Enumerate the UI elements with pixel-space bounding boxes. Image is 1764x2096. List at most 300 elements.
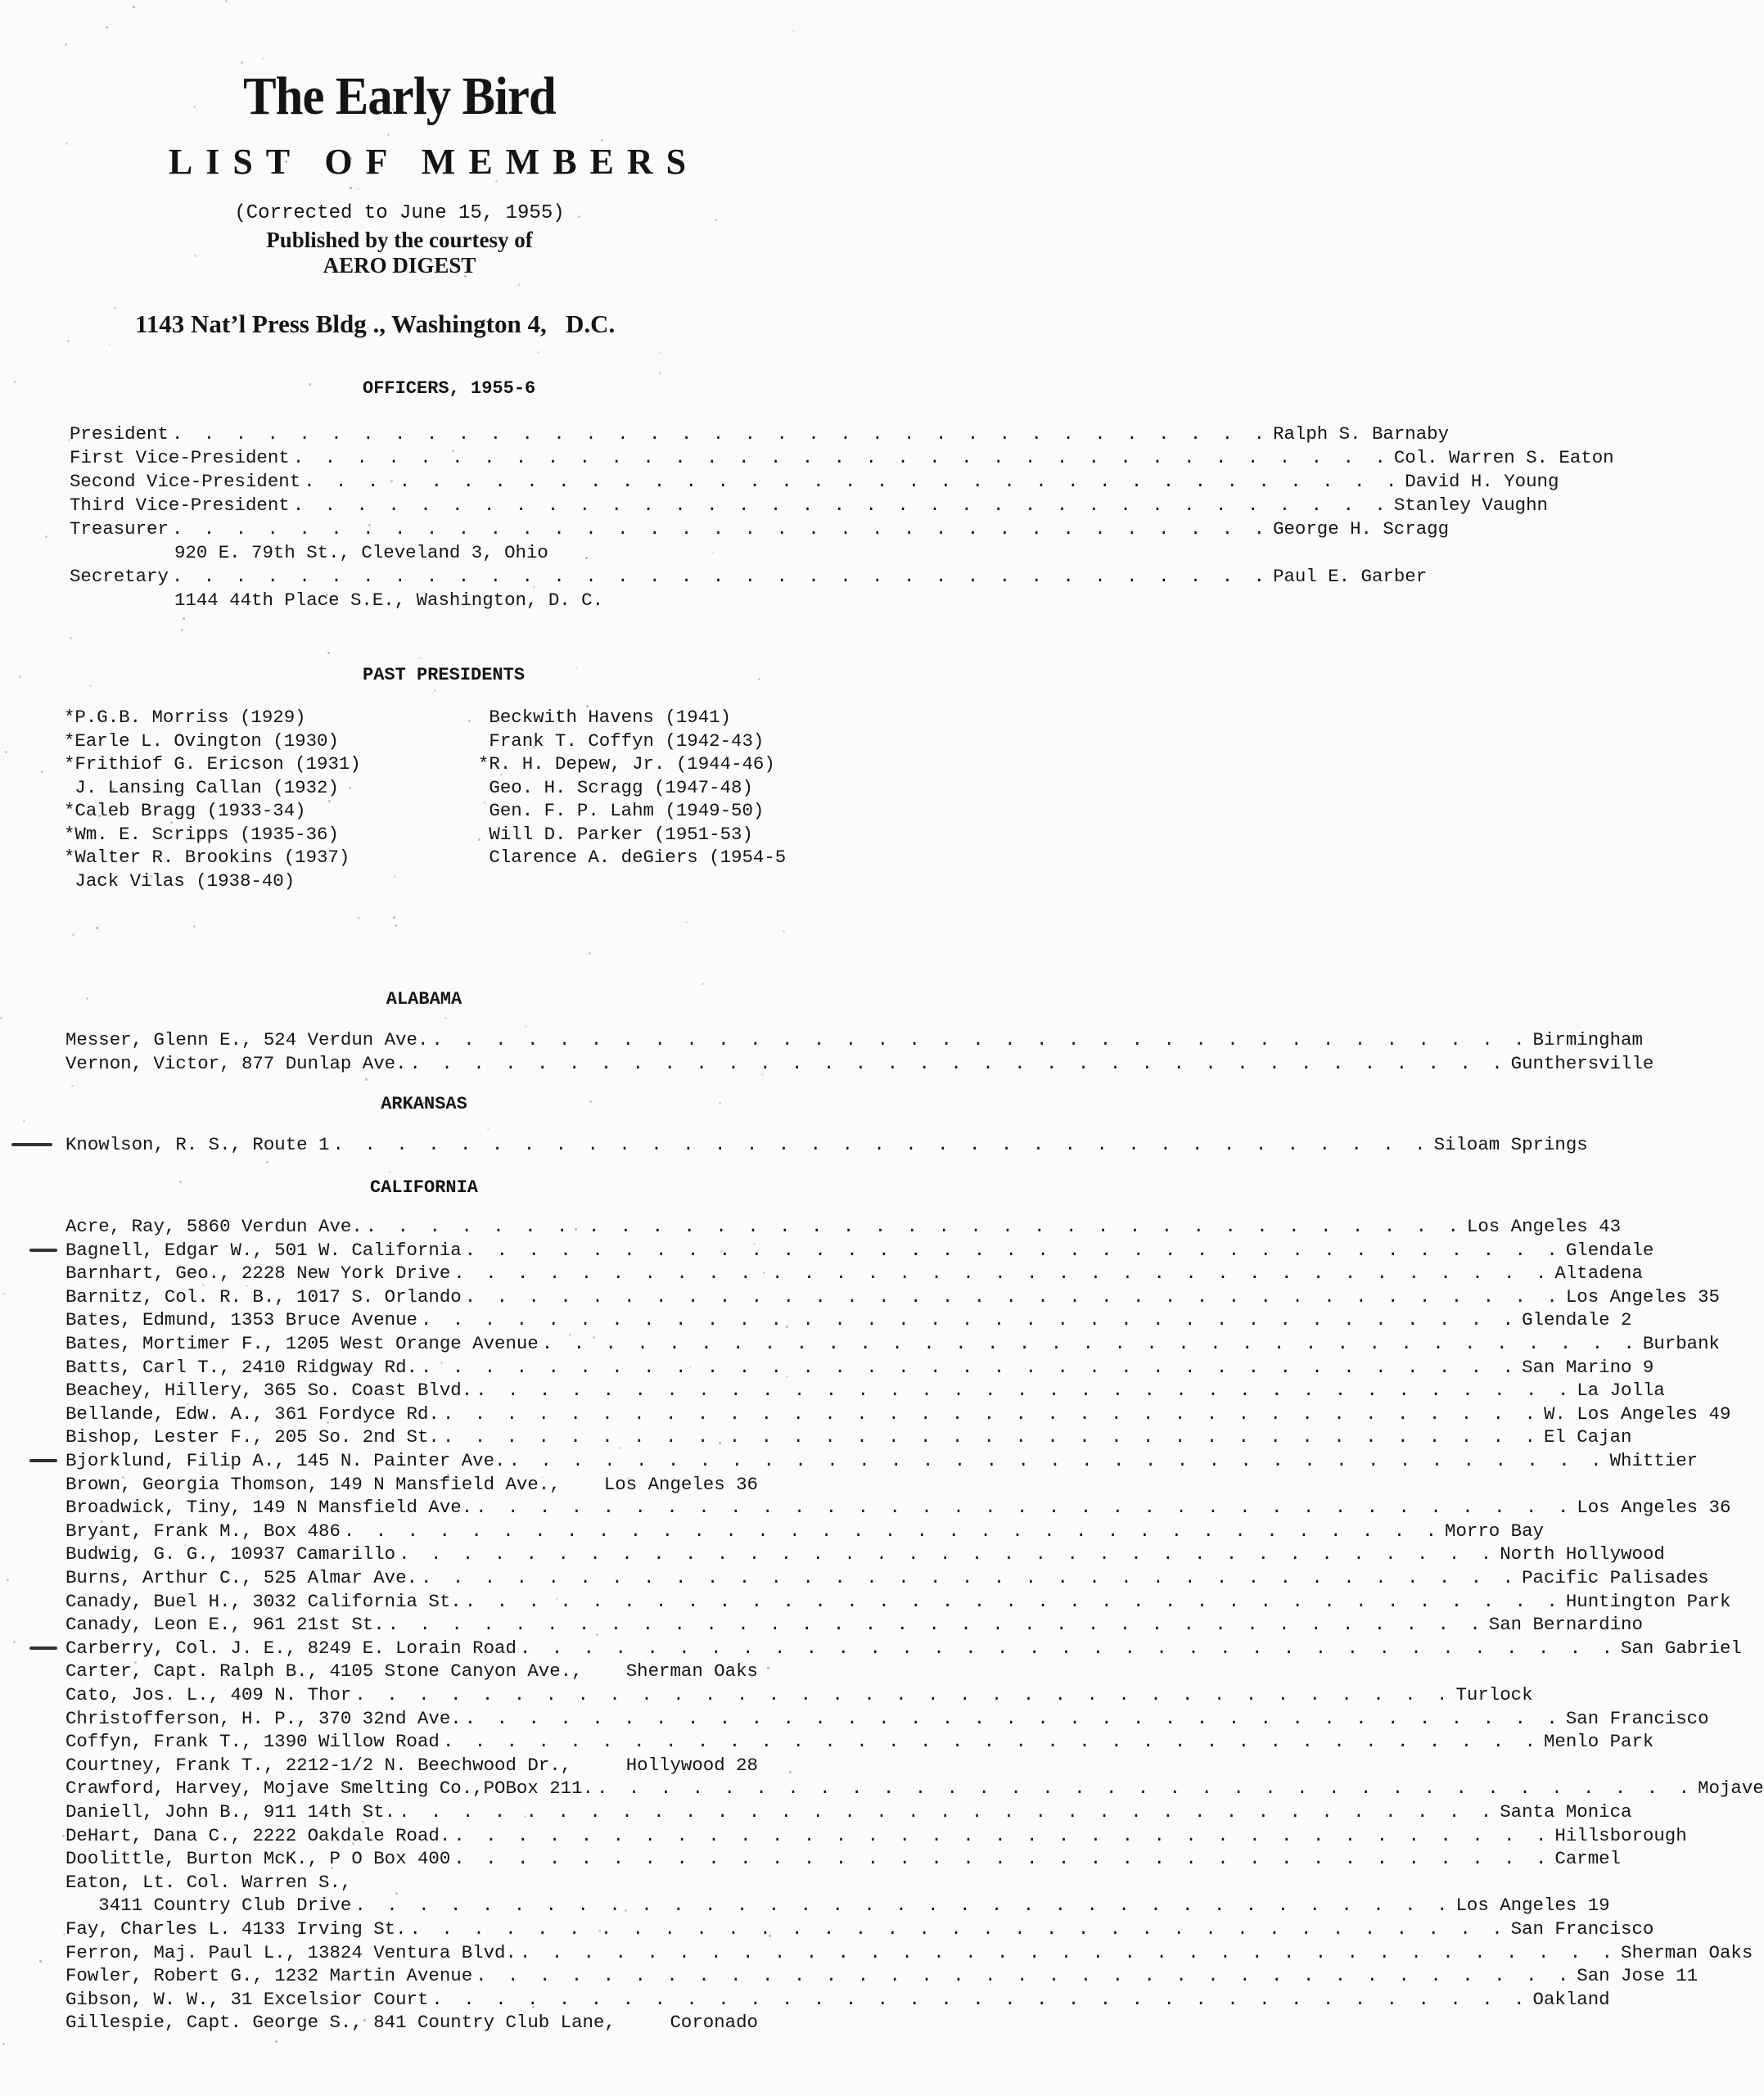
entry-value: Pacific Palisades xyxy=(1522,1567,1709,1588)
paper-speck xyxy=(266,1161,268,1163)
paper-speck xyxy=(350,157,352,160)
member-row xyxy=(65,1215,1622,1238)
paper-speck xyxy=(586,705,589,707)
entry-text: Bates, Edmund, 1353 Bruce Avenue xyxy=(65,1309,417,1331)
entry-text: Coffyn, Frank T., 1390 Willow Road xyxy=(65,1731,440,1753)
paper-speck xyxy=(19,675,21,678)
paper-speck xyxy=(532,2006,535,2008)
paper-speck xyxy=(751,1675,753,1678)
entry-text: Doolittle, Burton McK., P O Box 400 xyxy=(65,1848,451,1870)
publisher-address: 1143 Nat’l Press Bldg ., Washington 4, D.C. xyxy=(135,309,616,338)
paper-speck xyxy=(327,1421,329,1424)
paper-speck xyxy=(365,1078,368,1081)
paper-speck xyxy=(705,719,707,721)
paper-speck xyxy=(659,1760,661,1763)
entry-text: Barnhart, Geo., 2228 New York Drive xyxy=(65,1263,451,1285)
entry-text: Knowlson, R. S., Route 1 xyxy=(65,1134,330,1155)
paper-speck xyxy=(585,557,588,559)
officer-row xyxy=(70,446,1614,469)
paper-speck xyxy=(72,933,74,936)
entry-text: Bjorklund, Filip A., 145 N. Painter Ave. xyxy=(65,1450,506,1471)
entry-text: Vernon, Victor, 877 Dunlap Ave. xyxy=(65,1052,407,1074)
entry-value: San Marino 9 xyxy=(1522,1356,1654,1378)
paper-speck xyxy=(533,746,535,748)
entry-text: Gibson, W. W., 31 Excelsior Court xyxy=(65,1988,429,2010)
entry-value: Sherman Oaks xyxy=(1621,1941,1753,1963)
paper-speck xyxy=(769,1935,771,1937)
paper-speck xyxy=(452,449,454,452)
member-row xyxy=(65,1332,1720,1355)
entry-text: Canady, Buel H., 3032 California St. xyxy=(65,1590,462,1612)
member-row xyxy=(65,1964,1699,1987)
leader-dots: . . . . . . . . . . . . . . . . . . . . . . . . . . . . . . . . . . . xyxy=(332,1134,1431,1155)
leader-dots: . . . . . . . . . . . . . . . . . . . . . . . . . . . . . . . . . . . xyxy=(519,1941,1618,1963)
entry-value: Coronado xyxy=(670,2012,758,2034)
paper-speck xyxy=(65,43,67,46)
paper-speck xyxy=(578,215,580,218)
paper-speck xyxy=(170,821,173,824)
paper-speck xyxy=(352,1842,354,1845)
leader-dots: . . . . . . . . . . . . . . . . . . . . . . . . . . . . . . . . . . . xyxy=(464,1707,1563,1729)
paper-speck xyxy=(556,1598,558,1601)
officer-row xyxy=(70,517,1450,540)
leader-dots xyxy=(571,1754,626,1777)
state-heading: CALIFORNIA xyxy=(369,1177,479,1198)
leader-dots: . . . . . . . . . . . . . . . . . . . . . . . . . . . . . . . . . . . xyxy=(476,1497,1574,1519)
paper-speck xyxy=(627,1477,629,1479)
paper-speck xyxy=(367,327,369,329)
entry-text: Crawford, Harvey, Mojave Smelting Co.,POBox 211. xyxy=(65,1778,593,1800)
published-by: Published by the courtesy of xyxy=(266,228,533,252)
past-president-entry: Geo. H. Scragg (1947-48) xyxy=(478,776,753,798)
paper-speck xyxy=(659,372,661,374)
leader-dots: . . . . . . . . . . . . . . . . . . . . . . . . . . . . . . . . . . . xyxy=(476,1965,1574,1987)
paper-speck xyxy=(67,340,70,342)
leader-dots: . . . . . . . . . . . . . . . . . . . . . . . . . . . . . . . . . . . xyxy=(409,1918,1508,1940)
paper-speck xyxy=(193,925,196,928)
member-row xyxy=(65,1660,758,1683)
leader-dots: . . . . . . . . . . . . . . . . . . . . . . . . . . . . . . . . . . . xyxy=(343,1520,1442,1542)
officer-row xyxy=(70,470,1559,493)
member-row xyxy=(65,1379,1665,1402)
paper-speck xyxy=(328,800,331,802)
paper-speck xyxy=(350,187,352,189)
paper-speck xyxy=(625,1909,627,1912)
entry-value: Hollywood 28 xyxy=(625,1754,758,1776)
paper-speck xyxy=(395,1892,398,1895)
member-row xyxy=(65,1590,1731,1613)
paper-speck xyxy=(70,736,73,739)
leader-dots: . . . . . . . . . . . . . . . . . . . . . . . . . . . . . . . . . . . xyxy=(365,1216,1464,1237)
leader-dots: . . . . . . . . . . . . . . . . . . . . . . . . . . . . . . . . . . . xyxy=(354,1895,1453,1917)
paper-speck xyxy=(569,1334,571,1336)
entry-value: North Hollywood xyxy=(1500,1543,1665,1565)
paper-speck xyxy=(23,1120,25,1123)
leader-dots: . . . . . . . . . . . . . . . . . . . . . . . . . . . . . . . . . . . xyxy=(442,1403,1541,1425)
paper-speck xyxy=(372,261,375,264)
member-row xyxy=(65,1239,1654,1262)
leader-dots: . . . . . . . . . . . . . . . . . . . . . . . . . . . . . . . . . . . xyxy=(171,423,1270,445)
paper-speck xyxy=(767,1667,769,1669)
paper-speck xyxy=(537,351,539,354)
member-row xyxy=(65,1754,758,1777)
entry-text: Beachey, Hillery, 365 So. Coast Blvd. xyxy=(65,1380,473,1402)
officer-address: 1144 44th Place S.E., Washington, D. C. xyxy=(174,590,604,611)
entry-text: Second Vice-President xyxy=(70,471,301,492)
paper-speck xyxy=(41,770,43,773)
entry-value: Whittier xyxy=(1609,1450,1699,1471)
paper-speck xyxy=(326,594,328,596)
entry-text: Budwig, G. G., 10937 Camarillo xyxy=(65,1543,396,1565)
past-president-entry: Jack Vilas (1938-40) xyxy=(64,870,296,892)
paper-speck xyxy=(134,1661,137,1664)
entry-value: Glendale xyxy=(1565,1239,1654,1261)
leader-dots: . . . . . . . . . . . . . . . . . . . . . . . . . . . . . . . . . . . xyxy=(387,1614,1486,1636)
paper-speck xyxy=(39,1960,42,1963)
paper-speck xyxy=(487,1127,489,1130)
paper-speck xyxy=(349,787,351,789)
entry-text: Bates, Mortimer F., 1205 West Orange Avenue xyxy=(65,1333,539,1354)
member-row xyxy=(65,1133,1588,1156)
member-row xyxy=(65,1777,1764,1800)
member-row xyxy=(65,1707,1709,1730)
entry-value: Stanley Vaughn xyxy=(1393,495,1548,516)
paper-speck xyxy=(193,106,196,108)
paper-speck xyxy=(70,637,72,639)
paper-speck xyxy=(7,1579,9,1581)
member-row xyxy=(65,1800,1632,1823)
paper-speck xyxy=(108,343,111,346)
paper-speck xyxy=(150,875,152,878)
past-president-entry: Will D. Parker (1951-53) xyxy=(478,823,753,845)
paper-speck xyxy=(314,1755,317,1758)
entry-text: Daniell, John B., 911 14th St. xyxy=(65,1801,396,1823)
paper-speck xyxy=(358,917,360,919)
paper-speck xyxy=(761,1073,764,1076)
paper-speck xyxy=(68,439,70,441)
paper-speck xyxy=(447,1474,449,1476)
paper-speck xyxy=(689,1366,692,1368)
paper-speck xyxy=(363,2019,366,2021)
paper-speck xyxy=(589,1100,592,1103)
paper-speck xyxy=(184,1544,187,1547)
leader-dots: . . . . . . . . . . . . . . . . . . . . . . . . . . . . . . . . . . . xyxy=(464,1285,1563,1308)
leader-dots: . . . . . . . . . . . . . . . . . . . . . . . . . . . . . . . . . . . xyxy=(541,1333,1640,1354)
paper-speck xyxy=(541,1476,544,1479)
paper-speck xyxy=(181,629,183,631)
entry-value: W. Los Angeles 49 xyxy=(1543,1403,1731,1425)
entry-text: Burns, Arthur C., 525 Almar Ave. xyxy=(65,1567,417,1588)
paper-speck xyxy=(418,657,421,659)
paper-speck xyxy=(357,187,359,190)
member-row xyxy=(65,1262,1643,1285)
paper-speck xyxy=(133,6,135,8)
entry-text: Broadwick, Tiny, 149 N Mansfield Ave. xyxy=(65,1497,473,1519)
paper-speck xyxy=(62,1835,65,1837)
paper-speck xyxy=(362,1821,364,1823)
member-row xyxy=(65,1285,1720,1308)
entry-text: Carter, Capt. Ralph B., 4105 Stone Canyon Ave., xyxy=(65,1660,583,1683)
entry-value: San Jose 11 xyxy=(1577,1965,1699,1987)
paper-speck xyxy=(94,529,97,531)
paper-speck xyxy=(389,1171,391,1173)
entry-value: Los Angeles 35 xyxy=(1565,1285,1720,1308)
paper-speck xyxy=(500,774,503,776)
member-row xyxy=(65,2011,758,2034)
paper-speck xyxy=(179,1181,182,1183)
past-president-entry: *R. H. Depew, Jr. (1944-46) xyxy=(478,753,775,775)
entry-value: San Francisco xyxy=(1565,1707,1709,1729)
entry-text: Acre, Ray, 5860 Verdun Ave. xyxy=(65,1216,363,1237)
document-title: The Early Bird xyxy=(243,66,556,126)
entry-value: San Gabriel xyxy=(1621,1637,1742,1659)
entry-value: Los Angeles 36 xyxy=(603,1473,758,1495)
paper-speck xyxy=(786,1326,788,1328)
paper-speck xyxy=(13,1641,16,1643)
member-row xyxy=(65,1566,1709,1589)
entry-value: Birmingham xyxy=(1532,1029,1643,1050)
member-row xyxy=(65,1308,1632,1331)
paper-speck xyxy=(262,57,264,60)
leader-dots: . . . . . . . . . . . . . . . . . . . . . . . . . . . . . . . . . . . xyxy=(519,1637,1618,1659)
paper-speck xyxy=(190,1508,192,1511)
entry-text: Bellande, Edw. A., 361 Fordyce Rd. xyxy=(65,1403,440,1425)
member-row xyxy=(65,1425,1632,1448)
paper-speck xyxy=(126,1921,129,1923)
leader-dots: . . . . . . . . . . . . . . . . . . . . . . . . . . . . . . . . . . . xyxy=(464,1590,1563,1612)
paper-speck xyxy=(2,2043,5,2045)
leader-dots: . . . . . . . . . . . . . . . . . . . . . . . . . . . . . . . . . . . xyxy=(476,1380,1574,1402)
leader-dots: . . . . . . . . . . . . . . . . . . . . . . . . . . . . . . . . . . . xyxy=(508,1450,1607,1471)
member-row xyxy=(65,1520,1544,1543)
paper-speck xyxy=(273,483,276,486)
officers-heading: OFFICERS, 1955-6 xyxy=(363,378,536,399)
paper-speck xyxy=(593,1336,595,1339)
leader-dots: . . . . . . . . . . . . . . . . . . . . . . . . . . . . . . . . . . . xyxy=(453,1848,1552,1870)
member-row xyxy=(65,1543,1665,1565)
entry-value: Glendale 2 xyxy=(1522,1309,1632,1331)
leader-dots: . . . . . . . . . . . . . . . . . . . . . . . . . . . . . . . . . . . xyxy=(292,447,1391,468)
paper-speck xyxy=(202,1284,205,1286)
paper-speck xyxy=(95,1877,97,1879)
entry-text: Secretary xyxy=(70,566,169,587)
paper-speck xyxy=(0,1017,2,1019)
entry-value: Morro Bay xyxy=(1445,1520,1544,1542)
paper-speck xyxy=(390,480,393,482)
member-row xyxy=(65,1449,1699,1472)
paper-speck xyxy=(464,275,467,278)
paper-speck xyxy=(786,1376,788,1378)
publisher-name: AERO DIGEST xyxy=(323,253,476,278)
entry-value: Los Angeles 19 xyxy=(1455,1895,1610,1917)
member-row xyxy=(65,1403,1731,1425)
paper-speck xyxy=(719,1442,721,1444)
entry-text: Third Vice-President xyxy=(70,495,290,516)
past-president-entry: *Frithiof G. Ericson (1931) xyxy=(64,753,361,775)
paper-speck xyxy=(187,1551,190,1553)
entry-text: Barnitz, Col. R. B., 1017 S. Orlando xyxy=(65,1285,462,1308)
leader-dots: . . . . . . . . . . . . . . . . . . . . . . . . . . . . . . . . . . . xyxy=(420,1356,1519,1378)
paper-speck xyxy=(122,1476,124,1479)
paper-speck xyxy=(187,1403,189,1405)
paper-speck xyxy=(392,108,395,111)
paper-speck xyxy=(395,924,397,927)
paper-speck xyxy=(14,381,16,383)
entry-value: Siloam Springs xyxy=(1433,1134,1588,1155)
paper-speck xyxy=(619,1447,621,1449)
paper-speck xyxy=(114,307,116,309)
paper-speck xyxy=(789,1771,792,1773)
member-row xyxy=(65,1052,1654,1075)
leader-dots: . . . . . . . . . . . . . . . . . . . . . . . . . . . . . . . . . . . xyxy=(304,471,1402,492)
paper-speck xyxy=(525,1025,527,1028)
past-presidents-heading: PAST PRESIDENTS xyxy=(363,665,526,685)
entry-text: Eaton, Lt. Col. Warren S., xyxy=(65,1871,352,1893)
member-row xyxy=(65,1941,1753,1964)
paper-speck xyxy=(685,921,688,924)
leader-dots xyxy=(351,1871,758,1894)
entry-text: President xyxy=(70,423,169,445)
entry-text: First Vice-President xyxy=(70,447,290,468)
paper-speck xyxy=(444,1017,447,1019)
paper-speck xyxy=(659,352,661,355)
entry-value: San Francisco xyxy=(1510,1918,1654,1940)
paper-speck xyxy=(275,2040,277,2043)
paper-speck xyxy=(589,952,591,955)
entry-value: La Jolla xyxy=(1577,1380,1665,1402)
leader-dots: . . . . . . . . . . . . . . . . . . . . . . . . . . . . . . . . . . . xyxy=(420,1309,1519,1331)
leader-dots: . . . . . . . . . . . . . . . . . . . . . . . . . . . . . . . . . . . xyxy=(431,1988,1530,2010)
member-row xyxy=(65,1683,1533,1706)
entry-text: Cato, Jos. L., 409 N. Thor xyxy=(65,1684,352,1705)
past-president-entry: *P.G.B. Morriss (1929) xyxy=(64,707,306,728)
hand-drawn-check-mark xyxy=(29,1459,57,1462)
paper-speck xyxy=(219,736,221,739)
past-president-entry: Beckwith Havens (1941) xyxy=(478,707,732,728)
entry-value: Menlo Park xyxy=(1543,1731,1654,1753)
entry-value: Paul E. Garber xyxy=(1273,566,1428,587)
entry-value: Huntington Park xyxy=(1565,1590,1731,1612)
entry-value: Mojave xyxy=(1698,1778,1764,1800)
paper-speck xyxy=(596,1633,598,1636)
entry-text: Ferron, Maj. Paul L., 13824 Ventura Blvd. xyxy=(65,1941,517,1963)
past-president-entry: Frank T. Coffyn (1942-43) xyxy=(478,730,765,752)
paper-speck xyxy=(5,751,7,753)
paper-speck xyxy=(112,788,115,791)
paper-speck xyxy=(468,720,471,722)
entry-value: Altadena xyxy=(1554,1263,1643,1285)
leader-dots: . . . . . . . . . . . . . . . . . . . . . . . . . . . . . . . . . . . xyxy=(453,1263,1552,1285)
paper-speck xyxy=(327,652,330,654)
officer-row xyxy=(70,422,1450,445)
paper-speck xyxy=(214,1600,217,1602)
officer-address: 920 E. 79th St., Cleveland 3, Ohio xyxy=(174,542,548,563)
paper-speck xyxy=(194,255,196,257)
paper-speck xyxy=(330,1038,332,1041)
leader-dots xyxy=(616,2011,670,2034)
entry-text: Fowler, Robert G., 1232 Martin Avenue xyxy=(65,1965,473,1987)
member-row xyxy=(65,1637,1742,1660)
paper-speck xyxy=(763,1272,765,1274)
leader-dots: . . . . . . . . . . . . . . . . . . . . . . . . . . . . . . . . . . . xyxy=(453,1824,1552,1846)
entry-value: David H. Young xyxy=(1405,471,1559,492)
past-president-entry: *Earle L. Ovington (1930) xyxy=(64,730,339,752)
document-subtitle: LIST OF MEMBERS xyxy=(168,142,700,182)
entry-text: Messer, Glenn E., 524 Verdun Ave. xyxy=(65,1029,429,1050)
member-row xyxy=(65,1356,1654,1379)
member-row xyxy=(65,1894,1610,1917)
entry-text: Treasurer xyxy=(70,518,169,540)
paper-speck xyxy=(521,160,524,162)
paper-speck xyxy=(702,982,704,985)
member-row xyxy=(65,1496,1731,1519)
entry-value: Burbank xyxy=(1642,1333,1720,1354)
paper-speck xyxy=(63,1933,65,1936)
leader-dots: . . . . . . . . . . . . . . . . . . . . . . . . . . . . . . . . . . . xyxy=(464,1239,1563,1261)
member-row xyxy=(65,1988,1610,2011)
entry-text: Bishop, Lester F., 205 So. 2nd St. xyxy=(65,1426,440,1448)
paper-speck xyxy=(434,689,436,692)
paper-speck xyxy=(365,1807,368,1809)
paper-speck xyxy=(704,1979,706,1981)
paper-speck xyxy=(484,802,486,804)
member-row xyxy=(65,1824,1687,1847)
entry-value: Hillsborough xyxy=(1554,1824,1687,1846)
paper-speck xyxy=(73,1032,75,1035)
entry-text: Gillespie, Capt. George S., 841 Country Club Lane, xyxy=(65,2012,616,2034)
paper-speck xyxy=(575,1228,577,1231)
paper-speck xyxy=(518,283,521,286)
paper-speck xyxy=(422,1102,425,1104)
entry-value: Santa Monica xyxy=(1500,1801,1632,1823)
entry-text: Fay, Charles L. 4133 Irving St. xyxy=(65,1918,407,1940)
paper-speck xyxy=(309,383,311,386)
paper-speck xyxy=(783,930,785,933)
paper-speck xyxy=(177,814,179,816)
paper-speck xyxy=(71,1085,74,1087)
entry-text: Bagnell, Edgar W., 501 W. California xyxy=(65,1239,462,1261)
paper-speck xyxy=(387,133,390,136)
entry-value: Los Angeles 36 xyxy=(1577,1497,1731,1519)
past-president-entry: J. Lansing Callan (1932) xyxy=(64,776,339,798)
paper-speck xyxy=(199,839,201,842)
paper-speck xyxy=(65,142,68,145)
past-president-entry: Clarence A. deGiers (1954-5 xyxy=(478,847,787,868)
entry-value: Carmel xyxy=(1554,1848,1622,1870)
paper-speck xyxy=(393,916,395,919)
paper-speck xyxy=(45,535,47,538)
member-row xyxy=(65,1871,758,1894)
paper-speck xyxy=(533,586,535,589)
hand-drawn-check-mark xyxy=(29,1249,57,1252)
paper-speck xyxy=(495,180,498,183)
paper-speck xyxy=(575,667,578,670)
leader-dots: . . . . . . . . . . . . . . . . . . . . . . . . . . . . . . . . . . . xyxy=(409,1052,1508,1074)
entry-value: Los Angeles 43 xyxy=(1466,1216,1622,1237)
entry-text: Brown, Georgia Thomson, 149 N Mansfield Ave., xyxy=(65,1473,561,1495)
entry-text: 3411 Country Club Drive xyxy=(65,1895,352,1917)
paper-speck xyxy=(715,219,717,221)
entry-text: Christofferson, H. P., 370 32nd Ave. xyxy=(65,1707,462,1729)
entry-value: Col. Warren S. Eaton xyxy=(1393,447,1614,468)
paper-speck xyxy=(241,61,243,64)
paper-speck xyxy=(613,734,616,736)
leader-dots xyxy=(583,1660,626,1683)
paper-speck xyxy=(478,838,480,841)
past-president-entry: *Walter R. Brookins (1937) xyxy=(64,847,350,868)
paper-speck xyxy=(453,1907,455,1909)
paper-speck xyxy=(106,26,108,29)
